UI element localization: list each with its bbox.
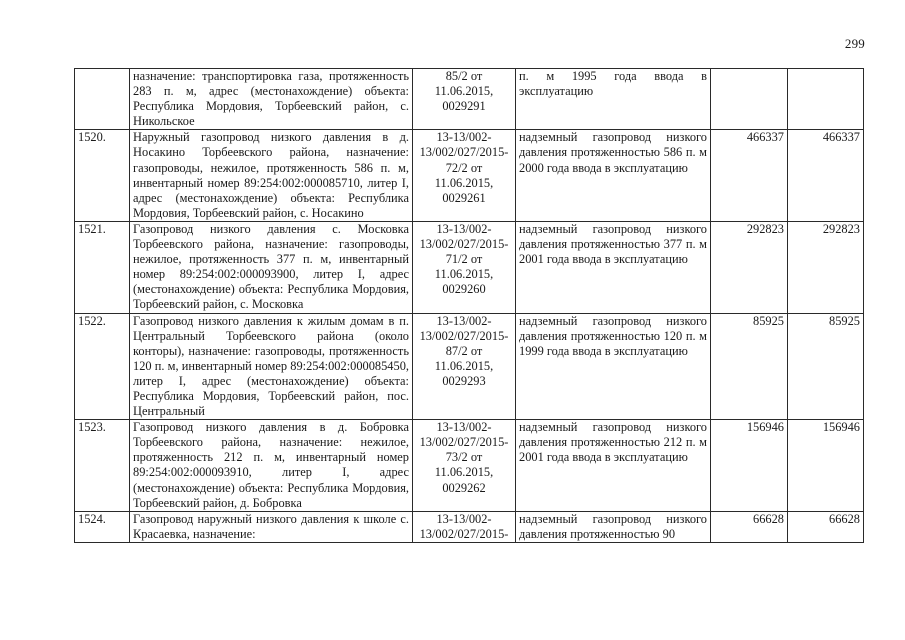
row-number-cell: 1522. [75,313,130,420]
registration-line: 0029261 [442,190,486,205]
registry-body [75,69,864,543]
registration-line: 0029291 [442,99,486,114]
registration-cell [413,511,516,542]
book-value-cell: 85925 [711,313,788,420]
table-row [75,313,864,420]
registration-line: 13/002/027/2015- [419,328,509,343]
registration-line: 0029260 [442,282,486,297]
characteristics-cell: надземный газопровод низкого давления протяженностью 586 п. м 2000 года ввода в эксплуатацию [516,130,711,222]
registration-line: 11.06.2015, [434,358,494,373]
residual-value-cell: 292823 [788,221,864,313]
registration-line: 11.06.2015, [434,465,494,480]
page-number: 299 [844,36,865,51]
registration-cell [413,130,516,222]
characteristics-cell: надземный газопровод низкого давления протяженностью 90 [516,511,711,542]
book-value-cell: 156946 [711,420,788,512]
registration-line: 13/002/027/2015- [419,435,509,450]
row-number-cell: 1520. [75,130,130,222]
registration-line: 11.06.2015, [434,84,494,99]
registration-line: 85/2 от [445,69,483,83]
table-row [75,221,864,313]
registration-line: 13-13/002- [436,420,492,435]
registration-line: 87/2 от [445,343,483,358]
table-row [75,420,864,512]
registration-line: 72/2 от [445,160,483,175]
book-value-cell: 66628 [711,511,788,542]
registration-line: 13/002/027/2015- [419,237,509,252]
registration-cell [413,420,516,512]
registration-line: 13-13/002- [436,511,492,526]
registration-line: 13/002/027/2015- [419,145,509,160]
registration-line: 71/2 от [445,252,483,267]
object-name-cell: Газопровод низкого давления с. Московка Торбеевского района, назначение: газопроводы, нежилое, протяженность 377 п. м, инвентарный номер 89:254:002:000093900, литер I, адрес (местонахождение) объекта: Республика Мордовия, Торбеевский район, с. Московка [130,221,413,313]
residual-value-cell [788,69,864,130]
table-row [75,130,864,222]
book-value-cell: 292823 [711,221,788,313]
row-number-cell: 1524. [75,511,130,542]
registration-cell [413,221,516,313]
row-number-cell: 1523. [75,420,130,512]
characteristics-cell: надземный газопровод низкого давления протяженностью 120 п. м 1999 года ввода в эксплуатацию [516,313,711,420]
characteristics-cell: надземный газопровод низкого давления протяженностью 212 п. м 2001 года ввода в эксплуатацию [516,420,711,512]
object-name-cell: назначение: транспортировка газа, протяженность 283 п. м, адрес (местонахождение) объекта: Республика Мордовия, Торбеевский район, с. Никольское [130,69,413,130]
registration-line: 13/002/027/2015- [419,526,509,541]
residual-value-cell: 85925 [788,313,864,420]
residual-value-cell: 66628 [788,511,864,542]
table-row [75,69,864,130]
row-number-cell [75,69,130,130]
registration-line: 0029262 [442,480,486,495]
object-name-cell: Газопровод наружный низкого давления к школе с. Красаевка, назначение: [130,511,413,542]
characteristics-cell: п. м 1995 года ввода в эксплуатацию [516,69,711,130]
book-value-cell: 466337 [711,130,788,222]
object-name-cell: Наружный газопровод низкого давления в д. Носакино Торбеевского района, назначение: газопроводы, нежилое, протяженность 586 п. м, инвентарный номер 89:254:002:000085710, литер I, адрес (местонахождение) объекта: Республика Мордовия, Торбеевский район, с. Носакино [130,130,413,222]
residual-value-cell: 466337 [788,130,864,222]
property-registry-table [74,68,864,543]
registration-line: 11.06.2015, [434,267,494,282]
registration-line: 0029293 [442,373,486,388]
book-value-cell [711,69,788,130]
residual-value-cell: 156946 [788,420,864,512]
object-name-cell: Газопровод низкого давления к жилым домам в п. Центральный Торбеевского района (около конторы), назначение: газопроводы, протяженность 120 п. м, инвентарный номер 89:254:002:000085450, литер I, адрес (местонахождение) объекта: Республика Мордовия, Торбеевский район, пос. Центральный [130,313,413,420]
registration-line: 13-13/002- [436,130,492,145]
registration-line: 73/2 от [445,450,483,465]
registration-cell [413,69,516,130]
registration-line: 11.06.2015, [434,175,494,190]
registration-line: 13-13/002- [436,313,492,328]
object-name-cell: Газопровод низкого давления в д. Бобровка Торбеевского района, назначение: нежилое, протяженность 212 п. м, инвентарный номер 89:254:002:000093910, литер I, адрес (местонахождение) объекта: Республика Мордовия, Торбеевский район, д. Бобровка [130,420,413,512]
registration-line: 13-13/002- [436,221,492,236]
registration-cell [413,313,516,420]
table-row [75,511,864,542]
characteristics-cell: надземный газопровод низкого давления протяженностью 377 п. м 2001 года ввода в эксплуатацию [516,221,711,313]
row-number-cell: 1521. [75,221,130,313]
